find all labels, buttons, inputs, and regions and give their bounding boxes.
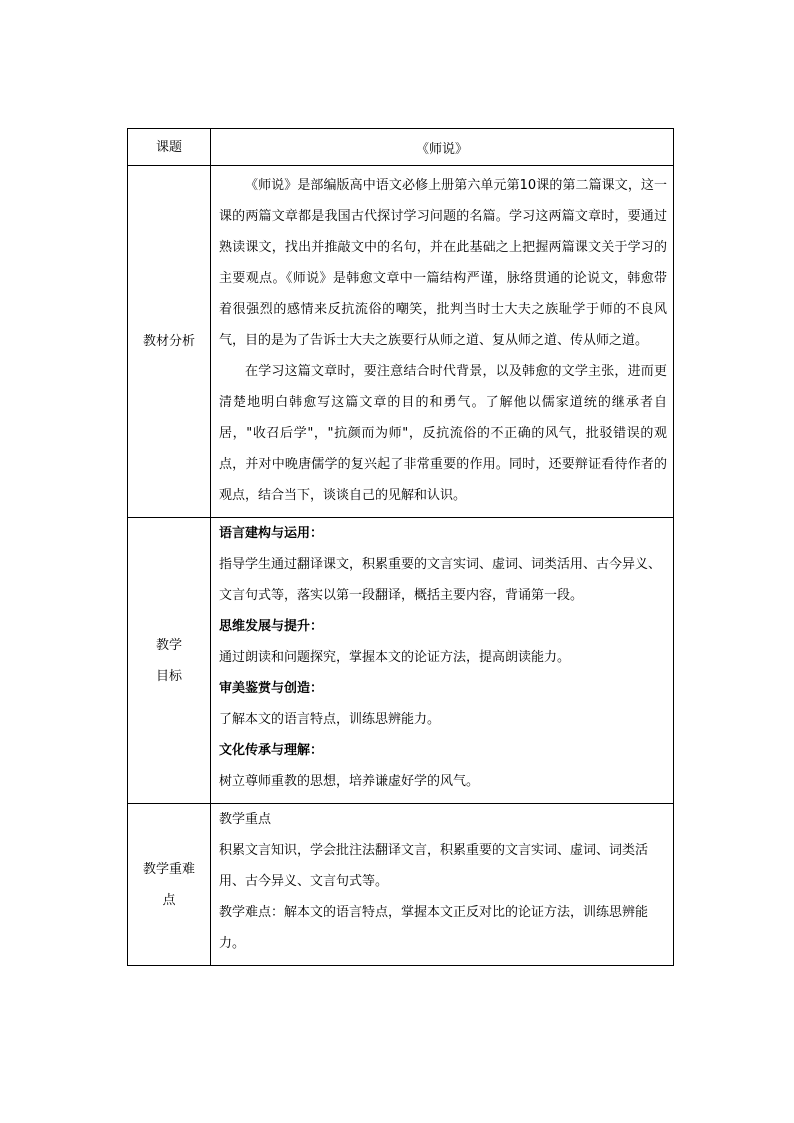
goals-label [128, 518, 211, 804]
goals-label-line-2: 目标 [155, 668, 182, 684]
analysis-paragraph-2: 在学习这篇文章时，要注意结合时代背景，以及韩愈的文学主张，进而更清楚地明白韩愈写这篇文章的目的和勇气。了解他以儒家道统的继承者自居，"收召后学"，"抗颜而为师"，反抗流俗的不正确的风气，批驳错误的观点，并对中晚唐儒学的复兴起了非常重要的作用。同时，还要辩证看待作者的观点，结合当下，谈谈自己的见解和认识。 [219, 364, 667, 503]
goal-heading-language: 语言建构与运用： [219, 526, 324, 541]
analysis-label: 教材分析 [128, 166, 211, 518]
goal-text-thinking: 通过朗读和问题探究，掌握本文的论证方法，提高朗读能力。 [219, 650, 571, 665]
goal-heading-aesthetic: 审美鉴赏与创造： [219, 681, 324, 696]
row-analysis [128, 166, 674, 518]
goal-text-language: 指导学生通过翻译课文，积累重要的文言实词、虚词、词类活用、古今异义、文言句式等，落实以第一段翻译，概括主要内容，背诵第一段。 [219, 557, 662, 603]
key-points-content [211, 804, 674, 966]
row-goals [128, 518, 674, 804]
topic-value: 《师说》 [211, 129, 674, 166]
goal-text-culture: 树立尊师重教的思想，培养谦虚好学的风气。 [219, 774, 480, 789]
goals-content [211, 518, 674, 804]
key-points-label [128, 804, 211, 966]
goals-label-line-1: 教学 [155, 637, 182, 653]
focus-heading: 教学重点 [219, 812, 272, 827]
topic-label: 课题 [128, 129, 211, 166]
goal-text-aesthetic: 了解本文的语言特点，训练思辨能力。 [219, 712, 441, 727]
focus-text: 积累文言知识，学会批注法翻译文言，积累重要的文言实词、虚词、词类活用、古今异义、文言句式等。 [219, 843, 649, 889]
key-points-label-line-1: 教学重难 [142, 861, 195, 877]
analysis-paragraph-1: 《师说》是部编版高中语文必修上册第六单元第10课的第二篇课文，这一课的两篇文章都是我国古代探讨学习问题的名篇。学习这两篇文章时，要通过熟读课文，找出并推敲文中的名句，并在此基础之上把握两篇课文关于学习的主要观点。《师说》是韩愈文章中一篇结构严谨，脉络贯通的论说文，韩愈带着很强烈的感情来反抗流俗的嘲笑，批判当时士大夫之族耻学于师的不良风气，目的是为了告诉士大夫之族要行从师之道、复从师之道、传从师之道。 [219, 178, 667, 348]
key-points-label-line-2: 点 [162, 892, 176, 908]
analysis-content [211, 166, 674, 518]
difficulty-text: 教学难点：解本文的语言特点，掌握本文正反对比的论证方法，训练思辨能力。 [219, 905, 649, 951]
goal-heading-culture: 文化传承与理解： [219, 743, 324, 758]
row-key-points [128, 804, 674, 966]
lesson-plan-table [127, 128, 674, 966]
row-topic [128, 129, 674, 166]
goal-heading-thinking: 思维发展与提升： [219, 619, 324, 634]
